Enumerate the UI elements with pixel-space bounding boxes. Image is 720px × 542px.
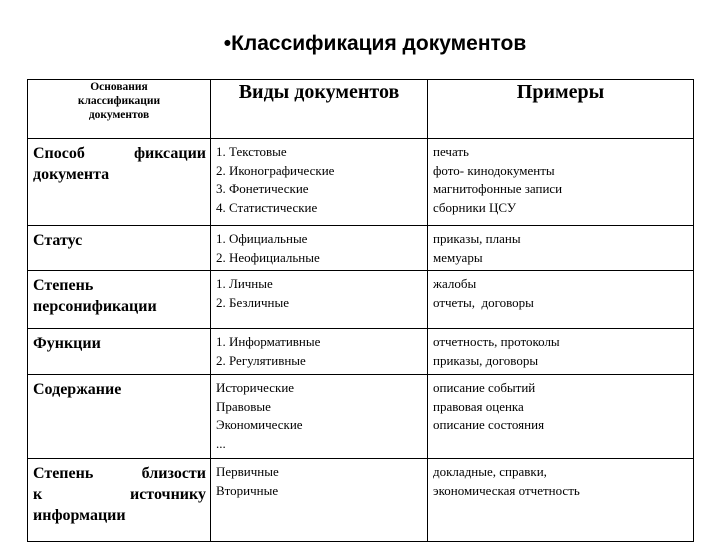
cell-line: персонификации	[33, 298, 157, 315]
header-basis: Основания классификации документов	[28, 80, 211, 139]
row-basis	[28, 329, 211, 375]
table-row	[28, 139, 694, 226]
cell-line: Функции	[33, 335, 101, 352]
cell-line: 2. Безличные	[216, 294, 289, 310]
cell-line: информации	[33, 507, 126, 524]
cell-line: Степень	[33, 277, 94, 294]
cell-line: Степень близости	[33, 465, 206, 482]
cell-line: Экономические	[216, 417, 303, 433]
cell-line: Способ фиксации	[33, 145, 206, 162]
cell-line: 4. Статистические	[216, 200, 318, 216]
row-types	[211, 139, 428, 226]
row-basis	[28, 226, 211, 271]
cell-line: Содержание	[33, 381, 122, 398]
row-basis	[28, 139, 211, 226]
cell-line: 2. Регулятивные	[216, 352, 306, 368]
table-header-row	[28, 80, 694, 139]
cell-line: докладные, справки,	[433, 464, 547, 479]
cell-line: описание состояния	[433, 417, 545, 433]
header-types: Виды документов	[211, 80, 428, 139]
row-basis	[28, 459, 211, 542]
cell-line: описание событий	[433, 380, 536, 395]
cell-line: к источнику	[33, 486, 206, 503]
row-basis	[28, 375, 211, 459]
cell-line: 1. Текстовые	[216, 144, 287, 159]
row-examples	[428, 329, 694, 375]
cell-line: Исторические	[216, 380, 295, 395]
cell-line: 1. Официальные	[216, 231, 308, 246]
cell-line: экономическая отчетность	[433, 482, 580, 498]
row-examples	[428, 271, 694, 329]
table-row	[28, 329, 694, 375]
cell-line: приказы, планы	[433, 231, 521, 246]
cell-line: Вторичные	[216, 482, 279, 498]
cell-line: 1. Личные	[216, 276, 273, 291]
row-types	[211, 459, 428, 542]
cell-line: сборники ЦСУ	[433, 200, 517, 216]
cell-line: фото- кинодокументы	[433, 162, 555, 178]
cell-line: документа	[33, 166, 110, 183]
table-row	[28, 226, 694, 271]
cell-line: приказы, договоры	[433, 352, 539, 368]
table-row	[28, 459, 694, 542]
row-basis	[28, 271, 211, 329]
cell-line: жалобы	[433, 276, 477, 291]
cell-line: отчетность, протоколы	[433, 334, 560, 349]
row-examples	[428, 375, 694, 459]
row-types	[211, 271, 428, 329]
row-examples	[428, 459, 694, 542]
row-types	[211, 226, 428, 271]
row-types	[211, 375, 428, 459]
cell-line: 2. Иконографические	[216, 162, 335, 178]
cell-line: Правовые	[216, 398, 271, 414]
table-row	[28, 375, 694, 459]
table-row	[28, 271, 694, 329]
cell-line: 2. Неофициальные	[216, 249, 320, 265]
classification-table	[27, 79, 694, 542]
row-examples	[428, 139, 694, 226]
cell-line: Статус	[33, 232, 83, 249]
row-examples	[428, 226, 694, 271]
cell-line: мемуары	[433, 249, 483, 265]
cell-line: магнитофонные записи	[433, 181, 563, 197]
cell-line: 1. Информативные	[216, 334, 321, 349]
header-examples: Примеры	[428, 80, 694, 139]
page-title: •Классификация документов	[223, 32, 527, 55]
cell-line: Первичные	[216, 464, 279, 479]
cell-line: ...	[216, 436, 226, 452]
cell-line: отчеты, договоры	[433, 294, 534, 310]
cell-line: печать	[433, 144, 469, 159]
cell-line: правовая оценка	[433, 398, 524, 414]
cell-line: 3. Фонетические	[216, 181, 309, 197]
row-types	[211, 329, 428, 375]
